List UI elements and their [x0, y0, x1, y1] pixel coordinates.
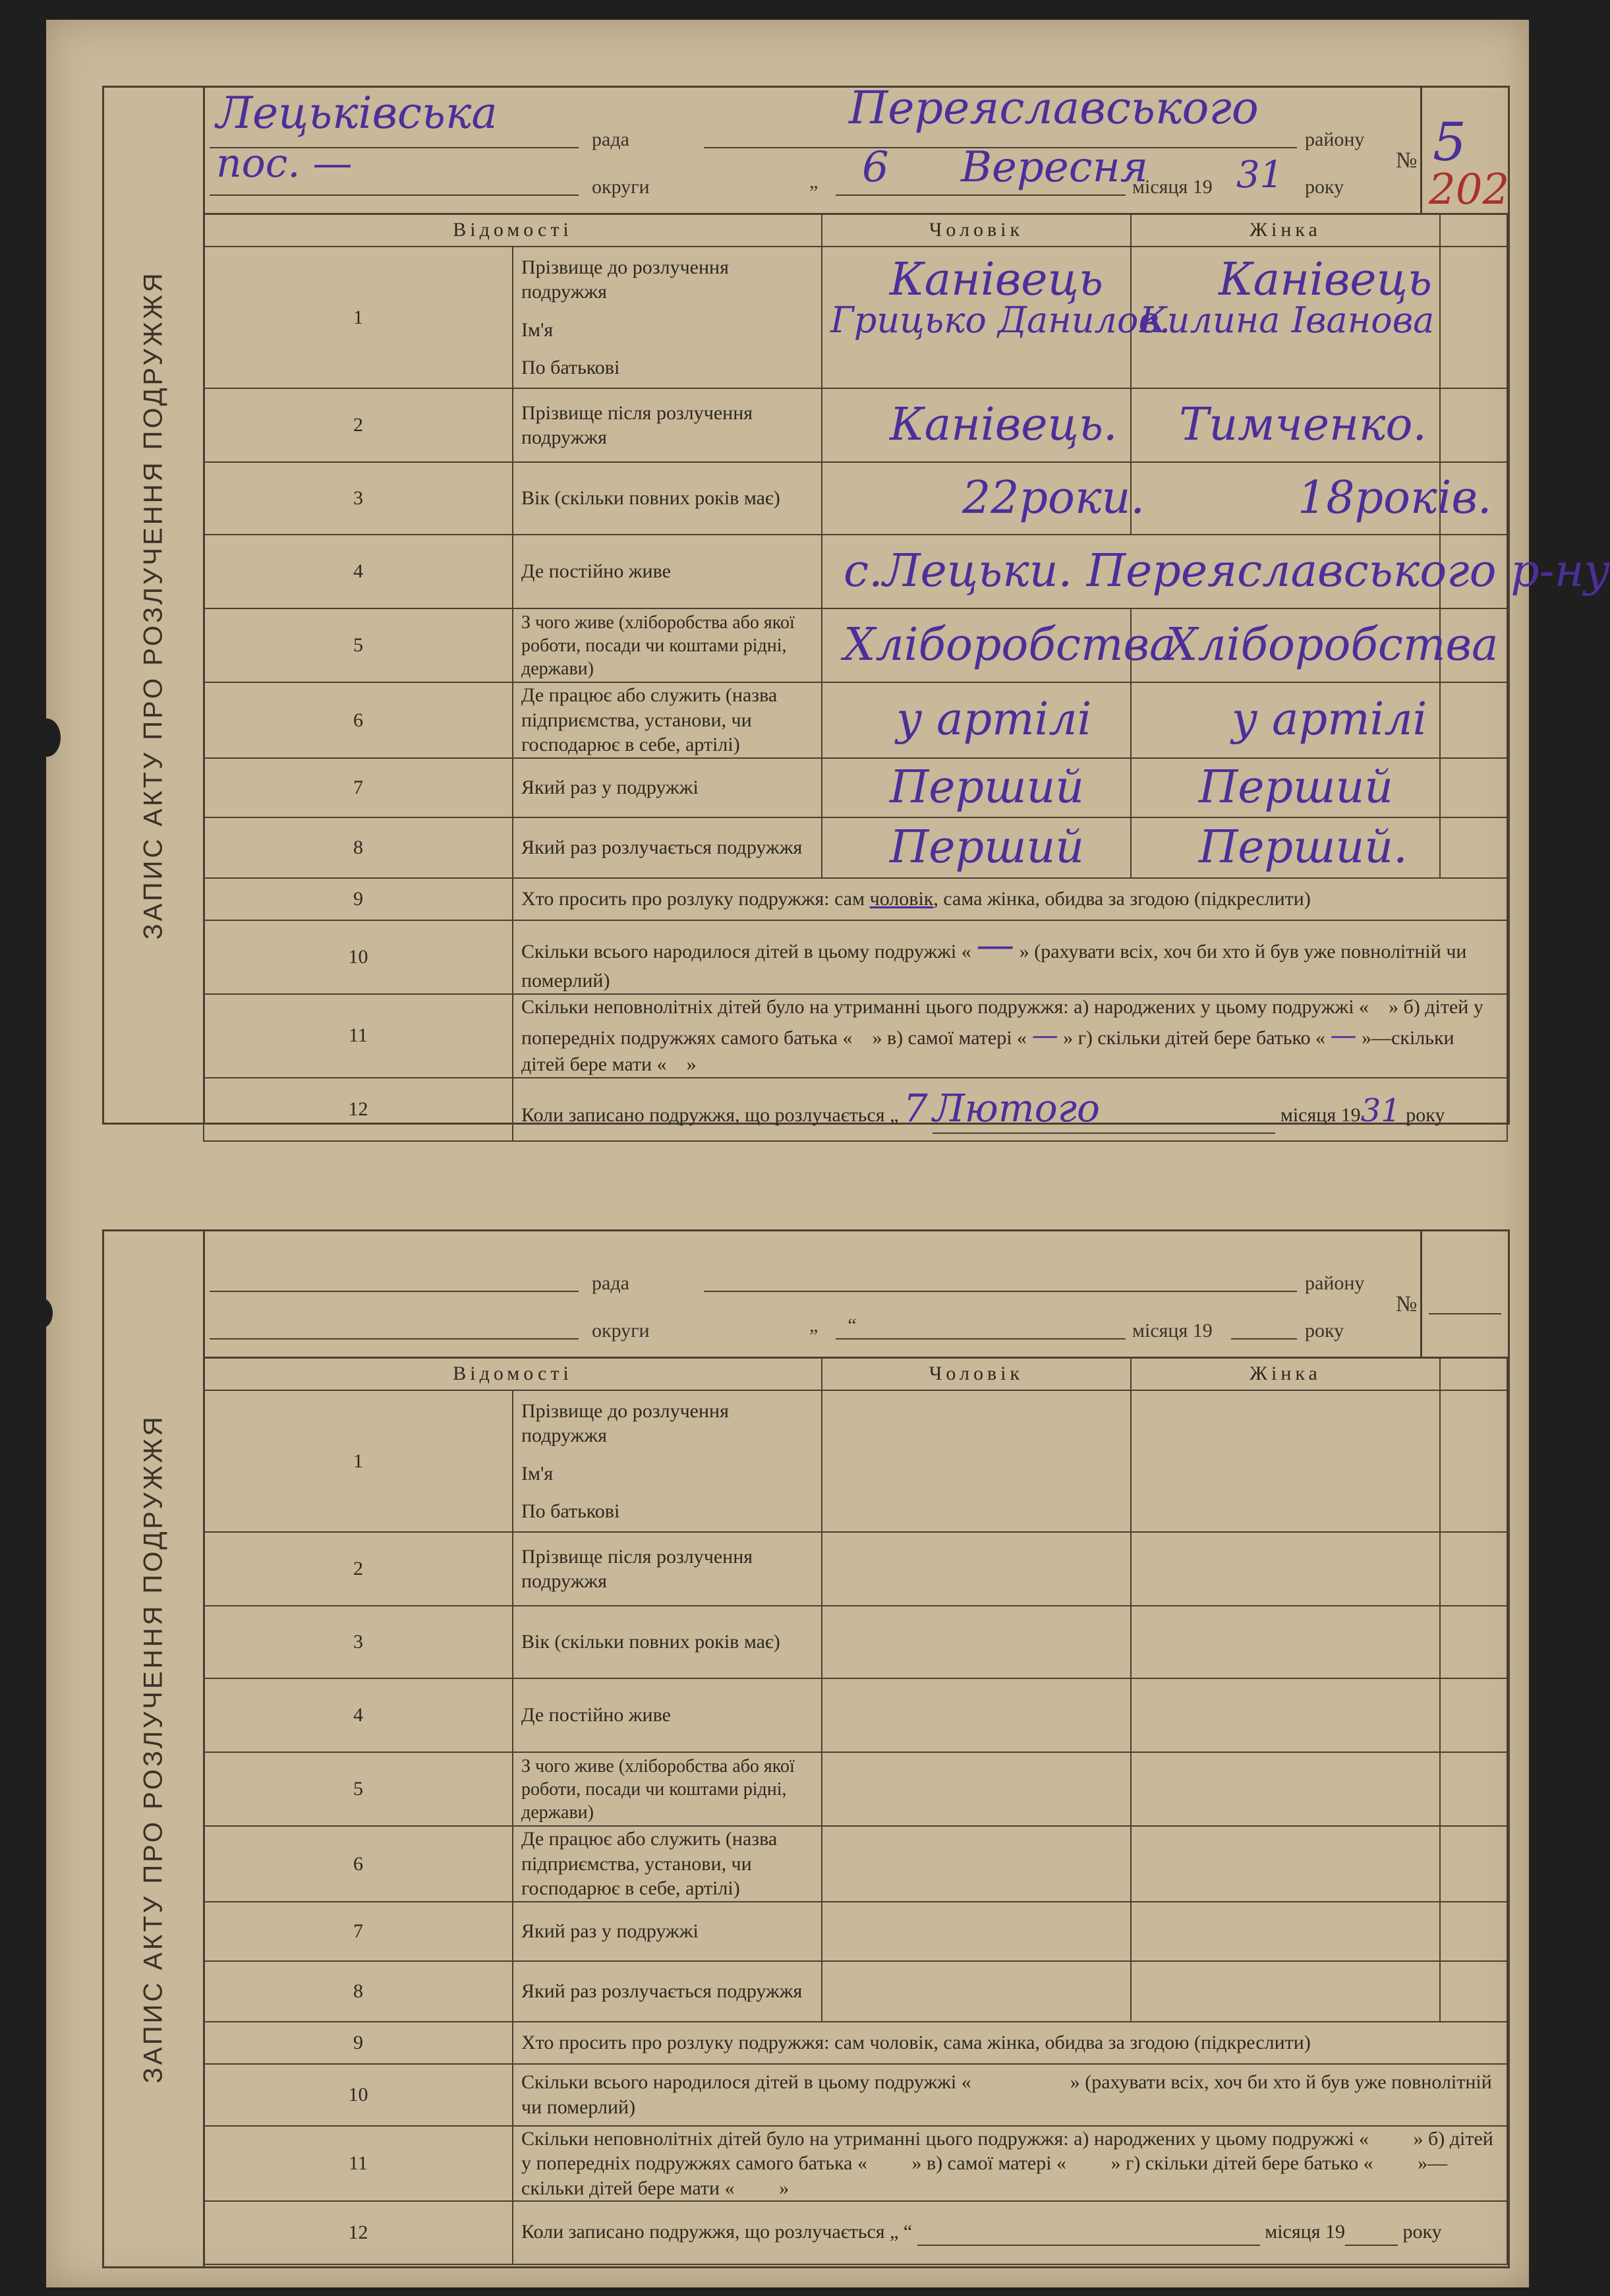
table-row: 1 Прізвище до розлучення подружжя Ім'я По батькові Канівець Грицько Данилов. Канівець Килина Іванова: [204, 247, 1507, 388]
month-value: Вересня: [961, 143, 1149, 192]
year-label: року: [1305, 176, 1344, 198]
form-header: Лецьківська рада Переяславського району пос. — округи „ 6 Вересня місяця 19 31 року № 5 202: [203, 88, 1508, 215]
record-month: Лютого: [933, 1084, 1275, 1134]
rada-label: рада: [592, 129, 629, 150]
register-box: [1420, 88, 1508, 213]
husband-name: Грицько Данилов.: [830, 299, 1171, 341]
table-row: 5 З чого живе (хліборобства або якої роботи, посади чи коштами рідні, держави): [204, 1752, 1507, 1826]
number-label: №: [1396, 148, 1418, 173]
table-row: 9 Хто просить про розлуку подружжя: сам чоловік, сама жінка, обидва за згодою (підкреслити): [204, 878, 1507, 920]
residence-value: с.Лецьки. Переяславського р-ну: [844, 545, 1610, 597]
divorce-record-form-filled: [102, 82, 1610, 1131]
table-row: 6 Де працює або служить (назва підприємства, установи, чи господарює в себе, артілі) у артілі у артілі: [204, 682, 1507, 758]
table-row: 2 Прізвище після розлучення подружжя Канівець. Тимченко.: [204, 388, 1507, 462]
year-value: 31: [1236, 154, 1284, 196]
table-row: 12 Коли записано подружжя, що розлучається „ “ місяця 19 року: [204, 2201, 1507, 2264]
record-table: [203, 1357, 1508, 2265]
husband-surname: Канівець: [890, 253, 1103, 306]
okrug-label: округи: [592, 176, 650, 198]
table-row: 9 Хто просить про розлуку подружжя: сам чоловік, сама жінка, обидва за згодою (підкреслити): [204, 2022, 1507, 2064]
record-day: 7: [903, 1086, 928, 1131]
table-row: 7 Який раз у подружжі: [204, 1902, 1507, 1961]
record-number: 5: [1433, 111, 1466, 173]
rayon-label: району: [1305, 129, 1365, 150]
table-header-row: Відомості Чоловік Жінка: [204, 1357, 1507, 1390]
table-row: 12 Коли записано подружжя, що розлучається „ 7 Лютого місяця 1931 року: [204, 1078, 1507, 1141]
table-row: 3 Вік (скільки повних років має) 22роки. 18років.: [204, 462, 1507, 535]
table-row: 11 Скільки неповнолітніх дітей було на утриманні цього подружжя: а) народжених у цьому подружжі « » б) дітей у попередніх подружжях самого батька « » в) самої матері « » г) скільки дітей бере батько « »—скільки дітей бере мати « »: [204, 2126, 1507, 2202]
table-row: 8 Який раз розлучається подружжя: [204, 1961, 1507, 2022]
form-side-title: ЗАПИС АКТУ ПРО РОЗЛУЧЕННЯ ПОДРУЖЖЯ: [104, 88, 205, 1123]
wife-surname: Канівець: [1219, 253, 1432, 306]
table-row: 6 Де працює або служить (назва підприємства, установи, чи господарює в себе, артілі): [204, 1826, 1507, 1902]
table-header-row: [204, 214, 1507, 247]
table-row: 7 Який раз у подружжі Перший Перший: [204, 758, 1507, 817]
punch-hole: [33, 1299, 53, 1328]
table-row: 3 Вік (скільки повних років має): [204, 1606, 1507, 1678]
divorce-record-form-blank: [102, 1229, 1510, 2268]
selected-requester: чоловік: [869, 887, 934, 910]
table-row: 8 Який раз розлучається подружжя Перший Перший.: [204, 817, 1507, 878]
month-label: місяця 19: [1132, 176, 1213, 198]
okrug-value: пос. —: [216, 140, 353, 187]
rayon-value: Переяславського: [849, 82, 1259, 134]
table-row: 4 Де постійно живе: [204, 1678, 1507, 1752]
column-info: Відомості: [204, 214, 822, 247]
punch-hole: [33, 719, 61, 757]
column-husband: Чоловік: [822, 214, 1131, 247]
record-year: 31: [1360, 1092, 1401, 1130]
table-row: 10 Скільки всього народилося дітей в цьому подружжі « » (рахувати всіх, хоч би хто й був уже повнолітній чи померлий): [204, 2064, 1507, 2126]
day-value: 6: [862, 143, 889, 192]
table-row: 1 Прізвище до розлучення подружжя Ім'я По батькові: [204, 1390, 1507, 1532]
document-page: [46, 20, 1610, 2287]
record-table: [203, 213, 1610, 1142]
form-header: рада району округи „ “ місяця 19 року №: [203, 1231, 1508, 1359]
table-row: 5 З чого живе (хліборобства або якої роботи, посади чи коштами рідні, держави) Хліборобства Хліборобства: [204, 608, 1507, 682]
wife-name: Килина Іванова: [1139, 299, 1435, 341]
form-side-title: ЗАПИС АКТУ ПРО РОЗЛУЧЕННЯ ПОДРУЖЖЯ: [104, 1231, 205, 2266]
table-row: 11 Скільки неповнолітніх дітей було на утриманні цього подружжя: а) народжених у цьому подружжі « » б) дітей у попередніх подружжях самого батька « » в) самої матері « — » г) скільки дітей бере батько « — »—скільки дітей бере мати « »: [204, 994, 1507, 1078]
table-row: 2 Прізвище після розлучення подружжя: [204, 1532, 1507, 1606]
rada-value: Лецьківська: [216, 88, 498, 138]
table-row: 4 Де постійно живе с.Лецьки. Переяславського р-ну: [204, 535, 1507, 608]
column-wife: Жінка: [1131, 214, 1440, 247]
table-row: 10 Скільки всього народилося дітей в цьому подружжі « — » (рахувати всіх, хоч би хто й був уже повнолітній чи померлий): [204, 920, 1507, 994]
registry-mark: 202: [1429, 165, 1510, 214]
